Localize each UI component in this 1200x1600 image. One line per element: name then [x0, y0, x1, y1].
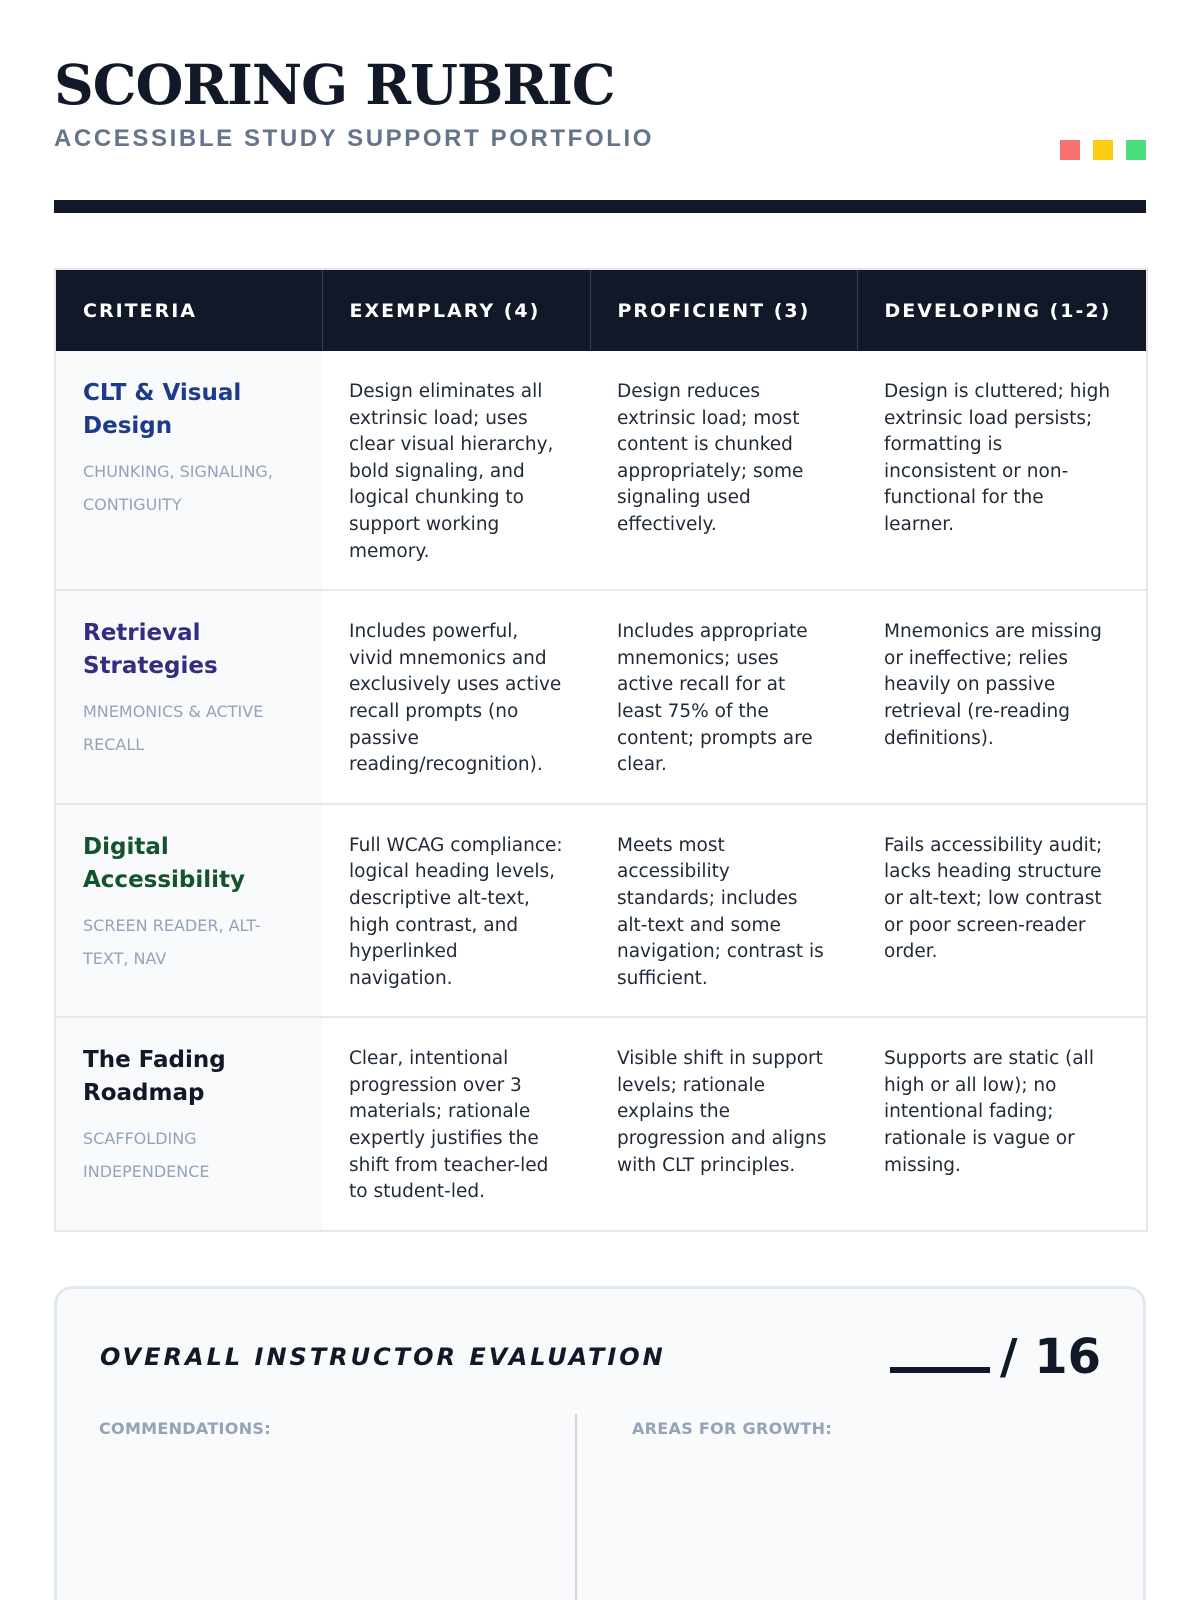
column-header-exemplary: EXEMPLARY (4) [322, 269, 590, 351]
developing-cell: Fails accessibility audit; lacks heading structure or alt-text; low contrast or poor screen-reader order. [857, 804, 1147, 1018]
growth-section[interactable] [632, 1419, 1102, 1600]
score-total: / 16 [999, 1328, 1101, 1385]
exemplary-cell: Clear, intentional progression over 3 materials; rationale expertly justifies the shift from teacher-led to student-led. [322, 1017, 590, 1231]
developing-cell: Mnemonics are missing or ineffective; relies heavily on passive retrieval (re-reading definitions). [857, 590, 1147, 804]
developing-cell: Design is cluttered; high extrinsic load persists; formatting is inconsistent or non-functional for the learner. [857, 351, 1147, 590]
criteria-subtitle: CHUNKING, SIGNALING, CONTIGUITY [83, 462, 273, 514]
table-row [55, 590, 1147, 804]
column-header-criteria: CRITERIA [55, 269, 322, 351]
criteria-subtitle: MNEMONICS & ACTIVE RECALL [83, 702, 264, 755]
green-swatch [1126, 140, 1146, 160]
rubric-table [54, 268, 1148, 1232]
criteria-name: CLT & Visual Design [83, 380, 242, 439]
page-subtitle: ACCESSIBLE STUDY SUPPORT PORTFOLIO [54, 125, 655, 152]
table-row [55, 804, 1147, 1018]
commendations-section[interactable] [99, 1419, 565, 1600]
table-row [55, 1017, 1147, 1231]
criteria-name: Digital Accessibility [83, 833, 246, 893]
exemplary-cell: Includes powerful, vivid mnemonics and exclusively uses active recall prompts (no passive reading/recognition). [322, 590, 590, 804]
criteria-name: Retrieval Strategies [83, 620, 218, 680]
color-swatches [1060, 140, 1146, 160]
table-header-row [55, 269, 1147, 351]
yellow-swatch [1093, 140, 1113, 160]
criteria-cell [55, 804, 322, 1018]
page-header [54, 0, 1146, 214]
exemplary-cell: Full WCAG compliance: logical heading levels, descriptive alt-text, high contrast, and hyperlinked navigation. [322, 804, 590, 1018]
score-field [890, 1329, 1101, 1385]
header-divider [54, 200, 1146, 213]
page-title: SCORING RUBRIC [54, 52, 615, 117]
column-header-proficient: PROFICIENT (3) [590, 269, 857, 351]
criteria-cell [55, 590, 322, 804]
proficient-cell: Visible shift in support levels; rationale explains the progression and aligns with CLT principles. [590, 1017, 857, 1231]
commendations-label: COMMENDATIONS: [99, 1418, 271, 1438]
exemplary-cell: Design eliminates all extrinsic load; uses clear visual hierarchy, bold signaling, and logical chunking to support working memory. [322, 351, 590, 590]
score-blank-line[interactable] [890, 1331, 990, 1373]
criteria-name: The Fading Roadmap [83, 1047, 226, 1107]
proficient-cell: Meets most accessibility standards; includes alt-text and some navigation; contrast is sufficient. [590, 804, 857, 1018]
table-row [55, 351, 1147, 590]
criteria-subtitle: SCAFFOLDING INDEPENDENCE [83, 1129, 210, 1182]
developing-cell: Supports are static (all high or all low); no intentional fading; rationale is vague or missing. [857, 1017, 1147, 1231]
red-swatch [1060, 140, 1080, 160]
growth-label: AREAS FOR GROWTH: [632, 1418, 833, 1438]
column-header-developing: DEVELOPING (1-2) [857, 269, 1147, 351]
criteria-cell [55, 1017, 322, 1231]
criteria-subtitle: SCREEN READER, ALT-TEXT, NAV [83, 915, 261, 968]
evaluation-divider [575, 1414, 577, 1600]
evaluation-title: OVERALL INSTRUCTOR EVALUATION [100, 1342, 666, 1371]
criteria-cell [55, 351, 322, 590]
proficient-cell: Design reduces extrinsic load; most content is chunked appropriately; some signaling used effectively. [590, 351, 857, 590]
overall-evaluation-box [54, 1286, 1146, 1600]
proficient-cell: Includes appropriate mnemonics; uses active recall for at least 75% of the content; prompts are clear. [590, 590, 857, 804]
